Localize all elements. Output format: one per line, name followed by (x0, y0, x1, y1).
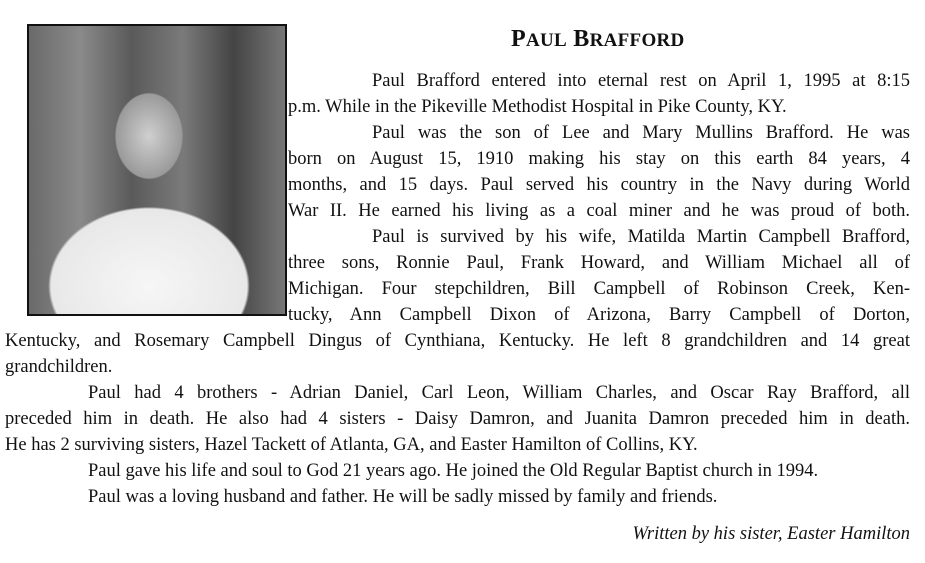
text-line: Paul was the son of Lee and Mary Mullins Brafford. He was (372, 123, 910, 143)
text-line: months, and 15 days. Paul served his country in the Navy during World (288, 175, 910, 195)
obituary-title: PAUL BRAFFORD (511, 26, 685, 52)
text-line: War II. He earned his living as a coal miner and he was proud of both. (288, 201, 910, 221)
text-line: Paul gave his life and soul to God 21 years ago. He joined the Old Regular Baptist church in 1994. (88, 461, 819, 481)
text-line: p.m. While in the Pikeville Methodist Hospital in Pike County, KY. (288, 97, 787, 117)
text-line: Paul was a loving husband and father. He will be sadly missed by family and friends. (88, 487, 718, 507)
text-line: born on August 15, 1910 making his stay on this earth 84 years, 4 (288, 149, 910, 169)
text-line: grandchildren. (5, 357, 113, 377)
text-line: Kentucky, and Rosemary Campbell Dingus of Cynthiana, Kentucky. He left 8 grandchildren and 14 great (5, 331, 910, 351)
text-line: Paul had 4 brothers - Adrian Daniel, Carl Leon, William Charles, and Oscar Ray Brafford, all (88, 383, 910, 403)
text-line: He has 2 surviving sisters, Hazel Tackett of Atlanta, GA, and Easter Hamilton of Collins, KY. (5, 435, 698, 455)
signature-line: Written by his sister, Easter Hamilton (632, 524, 910, 544)
portrait-photo (27, 24, 287, 316)
text-line: Paul is survived by his wife, Matilda Martin Campbell Brafford, (372, 227, 910, 247)
text-line: three sons, Ronnie Paul, Frank Howard, and William Michael all of (288, 253, 910, 273)
text-line: preceded him in death. He also had 4 sisters - Daisy Damron, and Juanita Damron preceded him in death. (5, 409, 910, 429)
text-line: tucky, Ann Campbell Dixon of Arizona, Barry Campbell of Dorton, (288, 305, 910, 325)
text-line: Paul Brafford entered into eternal rest on April 1, 1995 at 8:15 (372, 71, 910, 91)
text-line: Michigan. Four stepchildren, Bill Campbell of Robinson Creek, Ken- (288, 279, 910, 299)
